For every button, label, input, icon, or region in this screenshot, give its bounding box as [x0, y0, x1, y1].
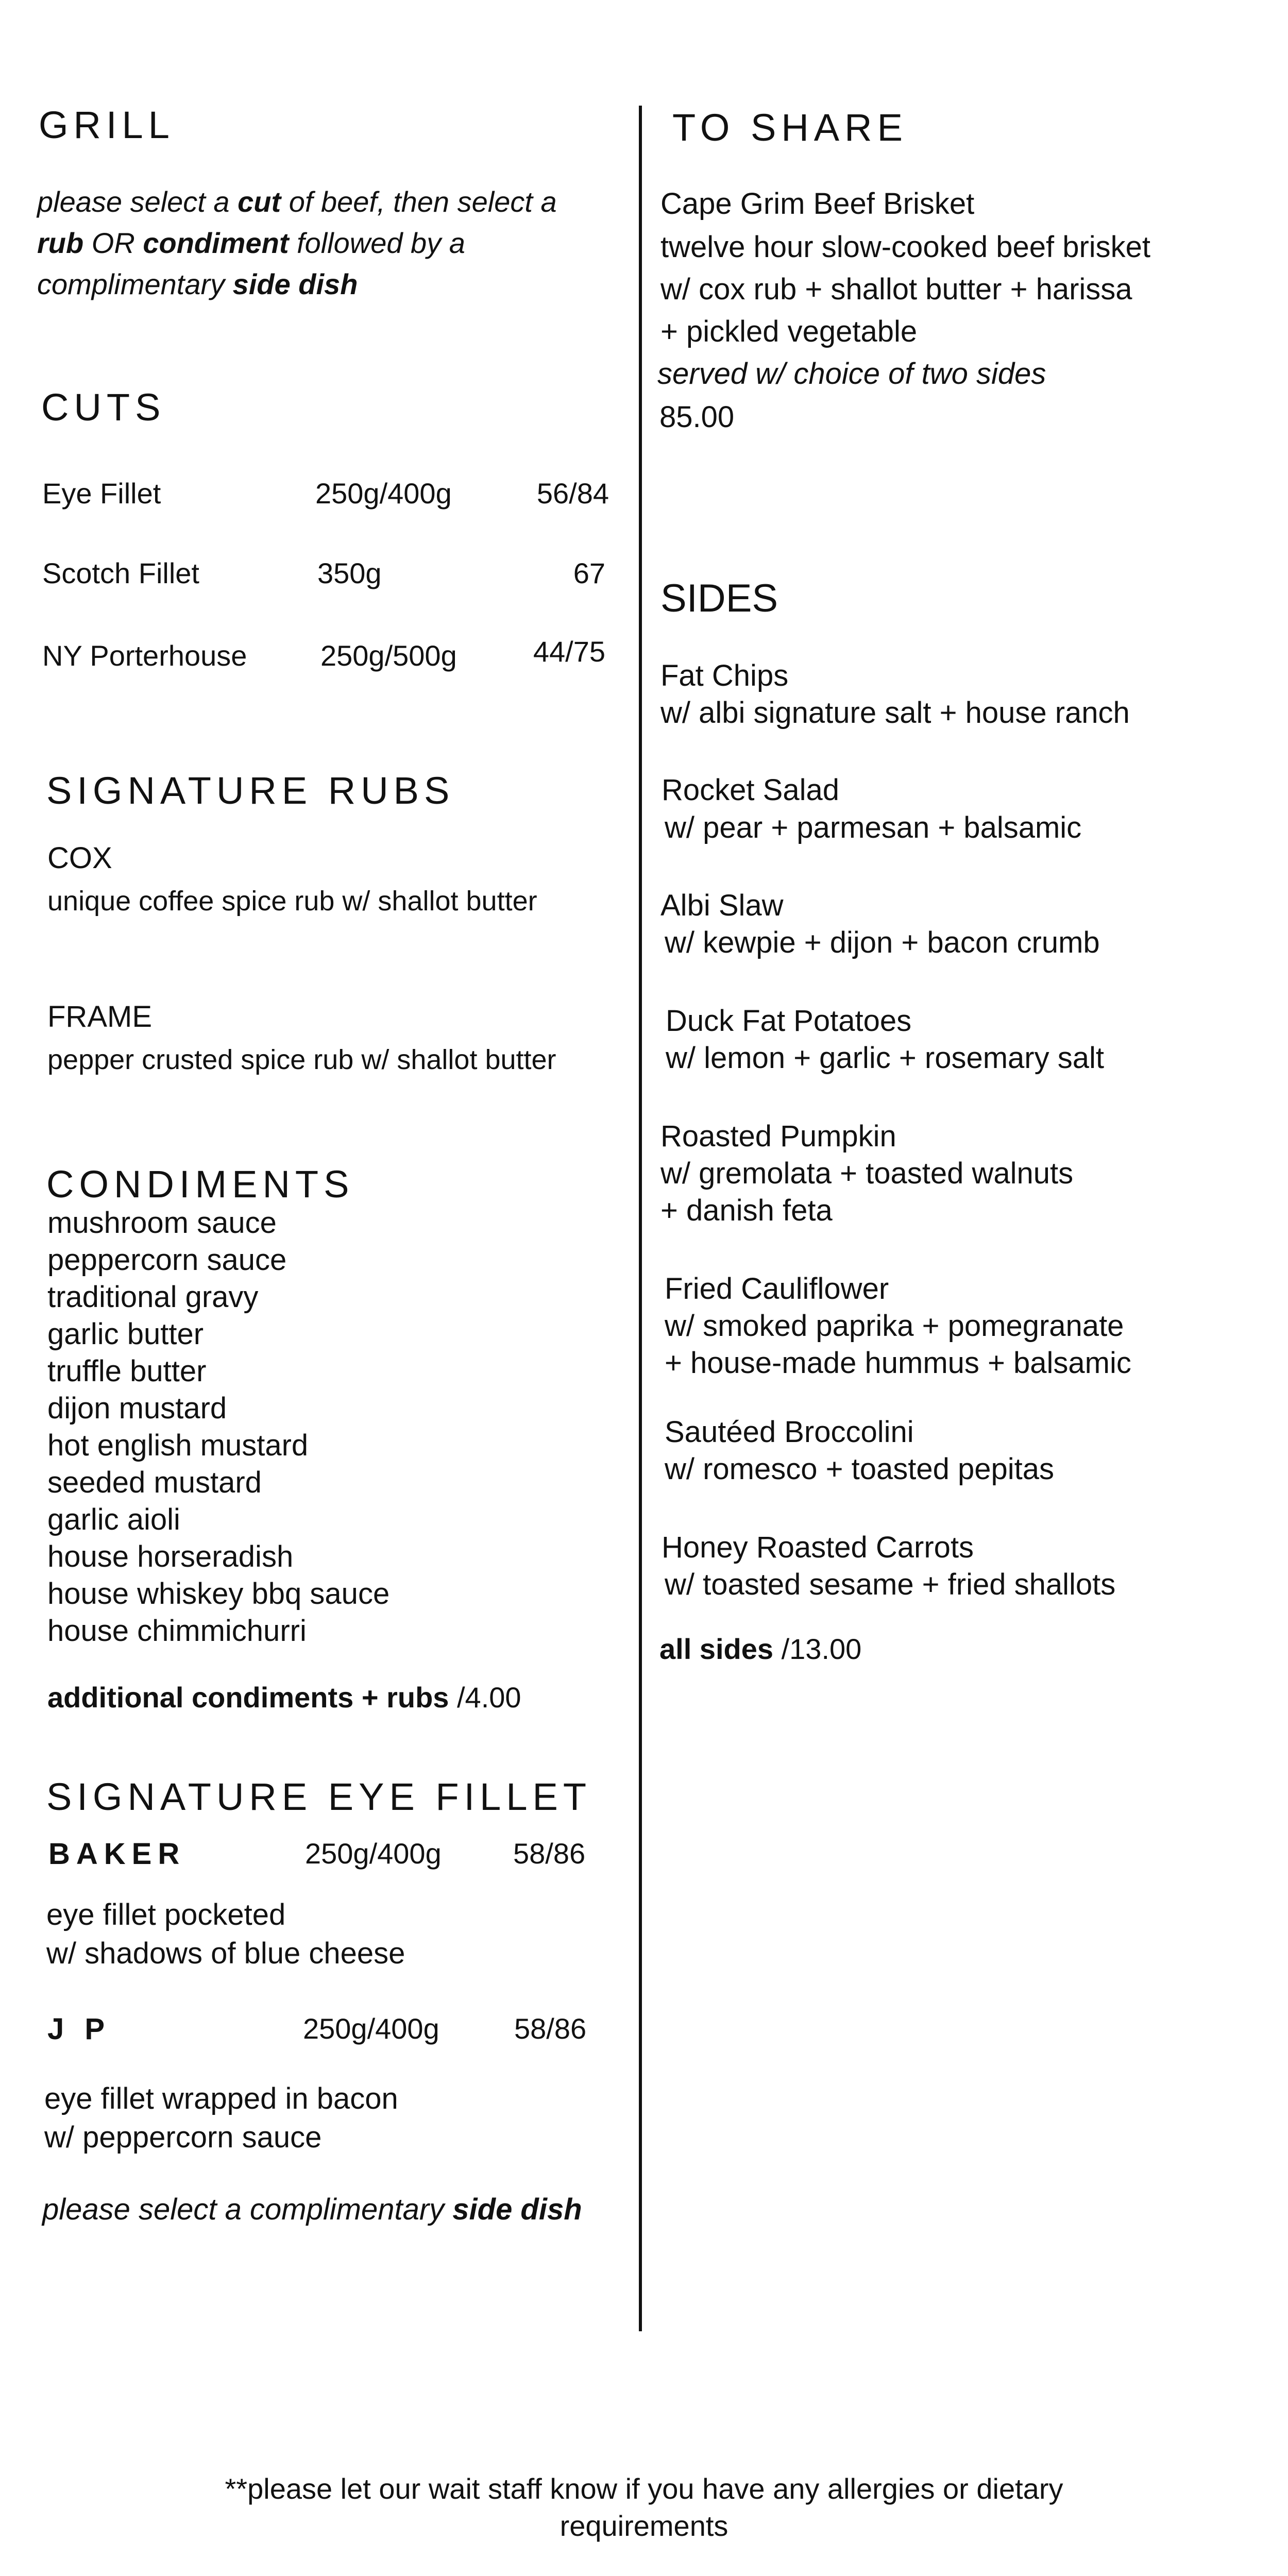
signature-weight: 250g/400g [305, 1837, 442, 1870]
intro-text: please select a [37, 185, 238, 218]
footer-line: requirements [560, 2510, 728, 2542]
condiment-item: peppercorn sauce [47, 1243, 287, 1277]
side-desc: + house-made hummus + balsamic [665, 1346, 1131, 1380]
brisket-price: 85.00 [659, 400, 735, 434]
condiment-item: truffle butter [47, 1354, 207, 1388]
intro-side-dish: side dish [232, 268, 358, 300]
note-side-dish: side dish [452, 2193, 582, 2226]
side-desc: w/ lemon + garlic + rosemary salt [666, 1041, 1104, 1075]
side-name: Sautéed Broccolini [665, 1415, 914, 1449]
intro-cut: cut [238, 185, 281, 218]
side-desc: w/ romesco + toasted pepitas [665, 1452, 1055, 1486]
column-divider [639, 106, 642, 2331]
footer-line: **please let our wait staff know if you have any allergies or dietary [225, 2472, 1063, 2505]
intro-text: OR [83, 227, 143, 259]
rub-name: FRAME [47, 1000, 152, 1033]
condiment-item: garlic butter [47, 1317, 204, 1351]
side-desc: w/ albi signature salt + house ranch [660, 696, 1130, 730]
signature-name: J P [47, 2012, 111, 2046]
to-share-title: TO SHARE [672, 106, 908, 149]
condiment-item: mushroom sauce [47, 1206, 277, 1240]
signature-desc: w/ peppercorn sauce [44, 2121, 322, 2154]
cut-name: Scotch Fillet [42, 557, 199, 589]
condiment-item: house horseradish [47, 1540, 294, 1573]
allergy-footer [0, 2470, 1288, 2545]
sides-title: SIDES [660, 577, 778, 620]
brisket-desc: twelve hour slow-cooked beef brisket [660, 230, 1151, 264]
side-desc: w/ pear + parmesan + balsamic [665, 811, 1082, 844]
condiment-item: dijon mustard [47, 1392, 227, 1425]
cut-weight: 350g [317, 557, 382, 589]
condiment-item: traditional gravy [47, 1280, 259, 1314]
intro-text: followed by a complimentary [37, 227, 465, 300]
side-desc: w/ gremolata + toasted walnuts [660, 1157, 1074, 1190]
cut-weight: 250g/400g [315, 477, 452, 510]
signature-desc: w/ shadows of blue cheese [46, 1937, 405, 1970]
side-dish-note [42, 2192, 582, 2227]
all-sides-label: all sides [659, 1633, 774, 1665]
intro-rub: rub [37, 227, 84, 259]
additional-condiments [47, 1681, 521, 1714]
cut-name: NY Porterhouse [42, 639, 247, 672]
note-text: please select a complimentary [42, 2193, 453, 2226]
side-name: Roasted Pumpkin [660, 1120, 896, 1153]
signature-desc: eye fillet pocketed [46, 1898, 286, 1931]
side-desc: + danish feta [660, 1194, 833, 1227]
condiment-item: house whiskey bbq sauce [47, 1577, 390, 1611]
cut-price: 44/75 [533, 635, 605, 668]
side-desc: w/ kewpie + dijon + bacon crumb [665, 926, 1100, 959]
grill-title: GRILL [39, 104, 175, 146]
additional-label: additional condiments + rubs [47, 1681, 449, 1714]
cut-price: 67 [573, 557, 605, 589]
condiment-item: seeded mustard [47, 1466, 262, 1499]
side-name: Rocket Salad [662, 773, 839, 807]
brisket-name: Cape Grim Beef Brisket [660, 187, 975, 221]
condiment-item: hot english mustard [47, 1429, 309, 1462]
side-name: Duck Fat Potatoes [666, 1004, 912, 1038]
brisket-served: served w/ choice of two sides [657, 357, 1046, 391]
rub-desc: unique coffee spice rub w/ shallot butter [47, 886, 537, 917]
brisket-desc: w/ cox rub + shallot butter + harissa [660, 273, 1132, 306]
condiment-item: house chimmichurri [47, 1614, 307, 1648]
all-sides-value: /13.00 [773, 1633, 862, 1665]
side-name: Albi Slaw [660, 889, 784, 922]
signature-desc: eye fillet wrapped in bacon [44, 2082, 398, 2115]
rub-name: COX [47, 841, 112, 875]
grill-intro [37, 181, 609, 305]
cuts-title: CUTS [41, 386, 166, 429]
signature-price: 58/86 [513, 1837, 586, 1870]
brisket-desc: + pickled vegetable [660, 315, 918, 348]
intro-text: of beef, then select a [281, 185, 557, 218]
condiments-title: CONDIMENTS [46, 1163, 354, 1206]
side-name: Honey Roasted Carrots [662, 1531, 974, 1564]
intro-condiment: condiment [143, 227, 289, 259]
signature-name: BAKER [48, 1837, 186, 1871]
condiment-item: garlic aioli [47, 1503, 180, 1536]
additional-price: /4.00 [449, 1681, 521, 1714]
signature-weight: 250g/400g [303, 2012, 439, 2045]
side-name: Fried Cauliflower [665, 1272, 889, 1306]
signature-price: 58/86 [514, 2012, 587, 2045]
cut-price: 56/84 [536, 477, 609, 510]
side-desc: w/ toasted sesame + fried shallots [665, 1568, 1116, 1601]
signature-rubs-title: SIGNATURE RUBS [46, 769, 455, 812]
rub-desc: pepper crusted spice rub w/ shallot butter [47, 1044, 556, 1075]
all-sides-price [659, 1632, 861, 1666]
side-desc: w/ smoked paprika + pomegranate [665, 1309, 1124, 1343]
cut-name: Eye Fillet [42, 477, 161, 510]
condiments-list [47, 1205, 389, 1650]
cut-weight: 250g/500g [320, 639, 457, 672]
signature-eye-fillet-title: SIGNATURE EYE FILLET [46, 1775, 592, 1818]
side-name: Fat Chips [660, 659, 789, 692]
